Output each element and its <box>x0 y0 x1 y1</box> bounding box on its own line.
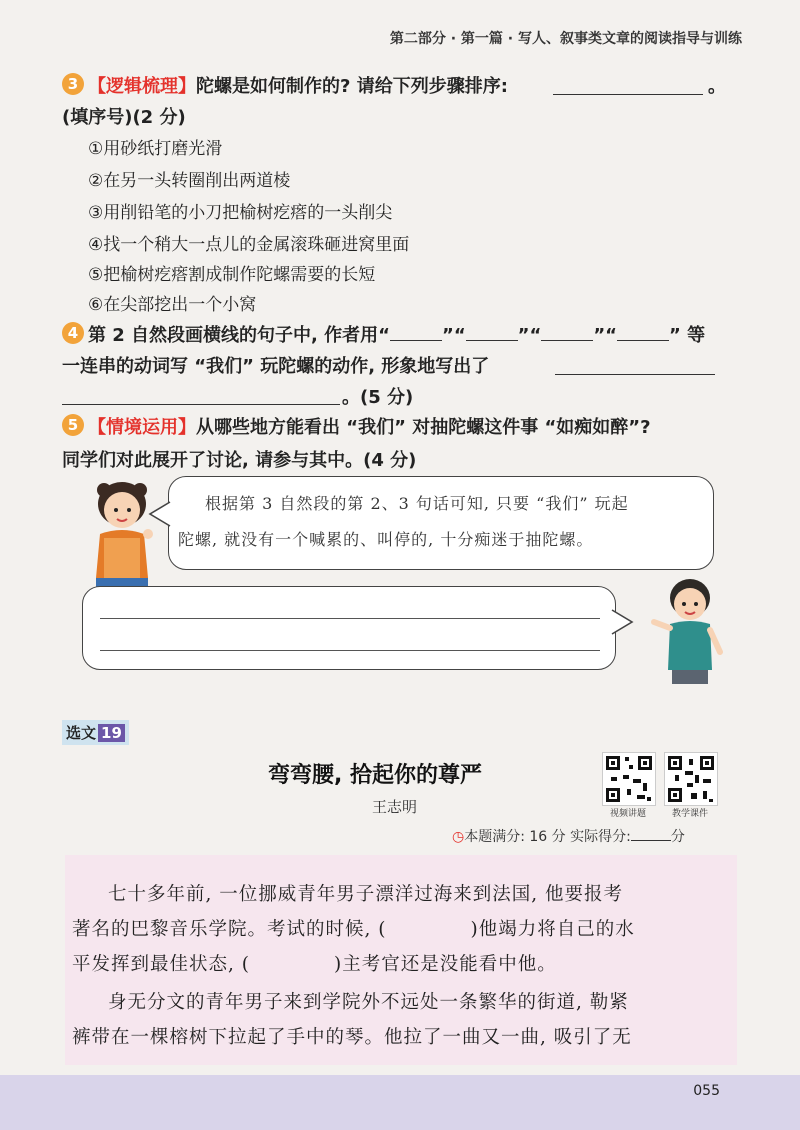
question-3-text: 陀螺是如何制作的? 请给下列步骤排序: <box>196 76 508 97</box>
footer-band <box>0 1075 800 1130</box>
passage-p1-line2 <box>72 915 635 941</box>
q4-blank-2[interactable] <box>466 322 518 341</box>
clock-icon: ◷ <box>452 829 465 845</box>
option-1: ①用砂纸打磨光滑 <box>88 139 223 159</box>
question-3-tag: 【逻辑梳理】 <box>88 76 196 97</box>
qr-pattern-icon <box>603 753 655 805</box>
qr-pattern-icon <box>665 753 717 805</box>
qr-video-label: 视频讲题 <box>609 809 646 819</box>
p1-l2-a: 著名的巴黎音乐学院。考试的时候, ( <box>72 919 387 940</box>
selection-label: 选文 <box>66 724 97 742</box>
question-5-line2: 同学们对此展开了讨论, 请参与其中。(4 分) <box>62 450 417 471</box>
option-2: ②在另一头转圈削出两道棱 <box>88 171 291 191</box>
question-3-line2: (填序号)(2 分) <box>62 107 186 128</box>
question-3-answer-blank[interactable] <box>553 76 703 95</box>
q4-blank-5[interactable] <box>555 356 715 375</box>
answer-line-2[interactable] <box>100 650 600 651</box>
boy-speech-bubble[interactable] <box>82 586 616 670</box>
selection-tag <box>62 720 129 745</box>
running-header: 第二部分 · 第一篇 · 写人、叙事类文章的阅读指导与训练 <box>389 31 742 47</box>
passage-p2-line1: 身无分文的青年男子来到学院外不远处一条繁华的街道, 勒紧 <box>108 992 629 1013</box>
bubble-tail-right <box>610 608 634 636</box>
qr-courseware-label: 教学课件 <box>671 809 708 819</box>
q4-text-c: ”“ <box>517 325 542 346</box>
p1-l2-b: )他竭力将自己的水 <box>470 919 635 940</box>
question-5-number: 5 <box>62 414 84 436</box>
passage-p1-line3 <box>72 950 557 976</box>
option-6: ⑥在尖部挖出一个小窝 <box>88 295 257 315</box>
q4-text-a: 第 2 自然段画横线的句子中, 作者用“ <box>88 325 390 346</box>
passage-p1-line1: 七十多年前, 一位挪威青年男子漂洋过海来到法国, 他要报考 <box>108 884 624 905</box>
score-text: 本题满分: 16 分 实际得分: <box>464 829 631 845</box>
qr-code-courseware[interactable] <box>664 752 718 806</box>
qr-code-video[interactable] <box>602 752 656 806</box>
question-5-tag: 【情境运用】 <box>88 417 196 438</box>
question-4-line2: 一连串的动词写 “我们” 玩陀螺的动作, 形象地写出了 <box>62 356 490 377</box>
score-unit: 分 <box>670 829 685 845</box>
q4-text-d: ”“ <box>593 325 618 346</box>
question-3-number: 3 <box>62 73 84 95</box>
score-blank[interactable] <box>631 826 671 841</box>
p1-l3-b: )主考官还是没能看中他。 <box>333 954 557 975</box>
bubble-answer-line1: 根据第 3 自然段的第 2、3 句话可知, 只要 “我们” 玩起 <box>205 494 629 513</box>
question-3-line1 <box>88 72 508 98</box>
question-5-text: 从哪些地方能看出 “我们” 对抽陀螺这件事 “如痴如醉”? <box>196 417 651 438</box>
article-title: 弯弯腰, 拾起你的尊严 <box>268 763 483 788</box>
q4-blank-4[interactable] <box>617 322 669 341</box>
question-4-line3-end: 。(5 分) <box>342 387 414 408</box>
question-5-line1 <box>88 413 651 439</box>
p1-l3-a: 平发挥到最佳状态, ( <box>72 954 250 975</box>
girl-illustration <box>82 478 166 602</box>
boy-illustration <box>648 574 728 684</box>
option-5: ⑤把榆树疙瘩割成制作陀螺需要的长短 <box>88 265 376 285</box>
q4-blank-3[interactable] <box>541 322 593 341</box>
question-3-end: 。 <box>708 76 726 97</box>
bubble-answer-line2: 陀螺, 就没有一个喊累的、叫停的, 十分痴迷于抽陀螺。 <box>178 530 594 549</box>
question-4-number: 4 <box>62 322 84 344</box>
selection-number: 19 <box>98 724 125 742</box>
score-line <box>452 826 685 846</box>
q4-blank-1[interactable] <box>390 322 442 341</box>
q4-text-e: ” 等 <box>669 325 706 346</box>
answer-line-1[interactable] <box>100 618 600 619</box>
option-3: ③用削铅笔的小刀把榆树疙瘩的一头削尖 <box>88 203 393 223</box>
article-author: 王志明 <box>372 798 418 816</box>
passage-p2-line2: 裤带在一棵榕树下拉起了手中的琴。他拉了一曲又一曲, 吸引了无 <box>72 1027 632 1048</box>
page-number: 055 <box>693 1083 720 1099</box>
option-4: ④找一个稍大一点儿的金属滚珠砸进窝里面 <box>88 235 410 255</box>
q4-text-b: ”“ <box>442 325 466 346</box>
q4-blank-6[interactable] <box>62 386 340 405</box>
bubble-tail-left <box>148 500 172 528</box>
question-4-line1 <box>88 321 705 347</box>
